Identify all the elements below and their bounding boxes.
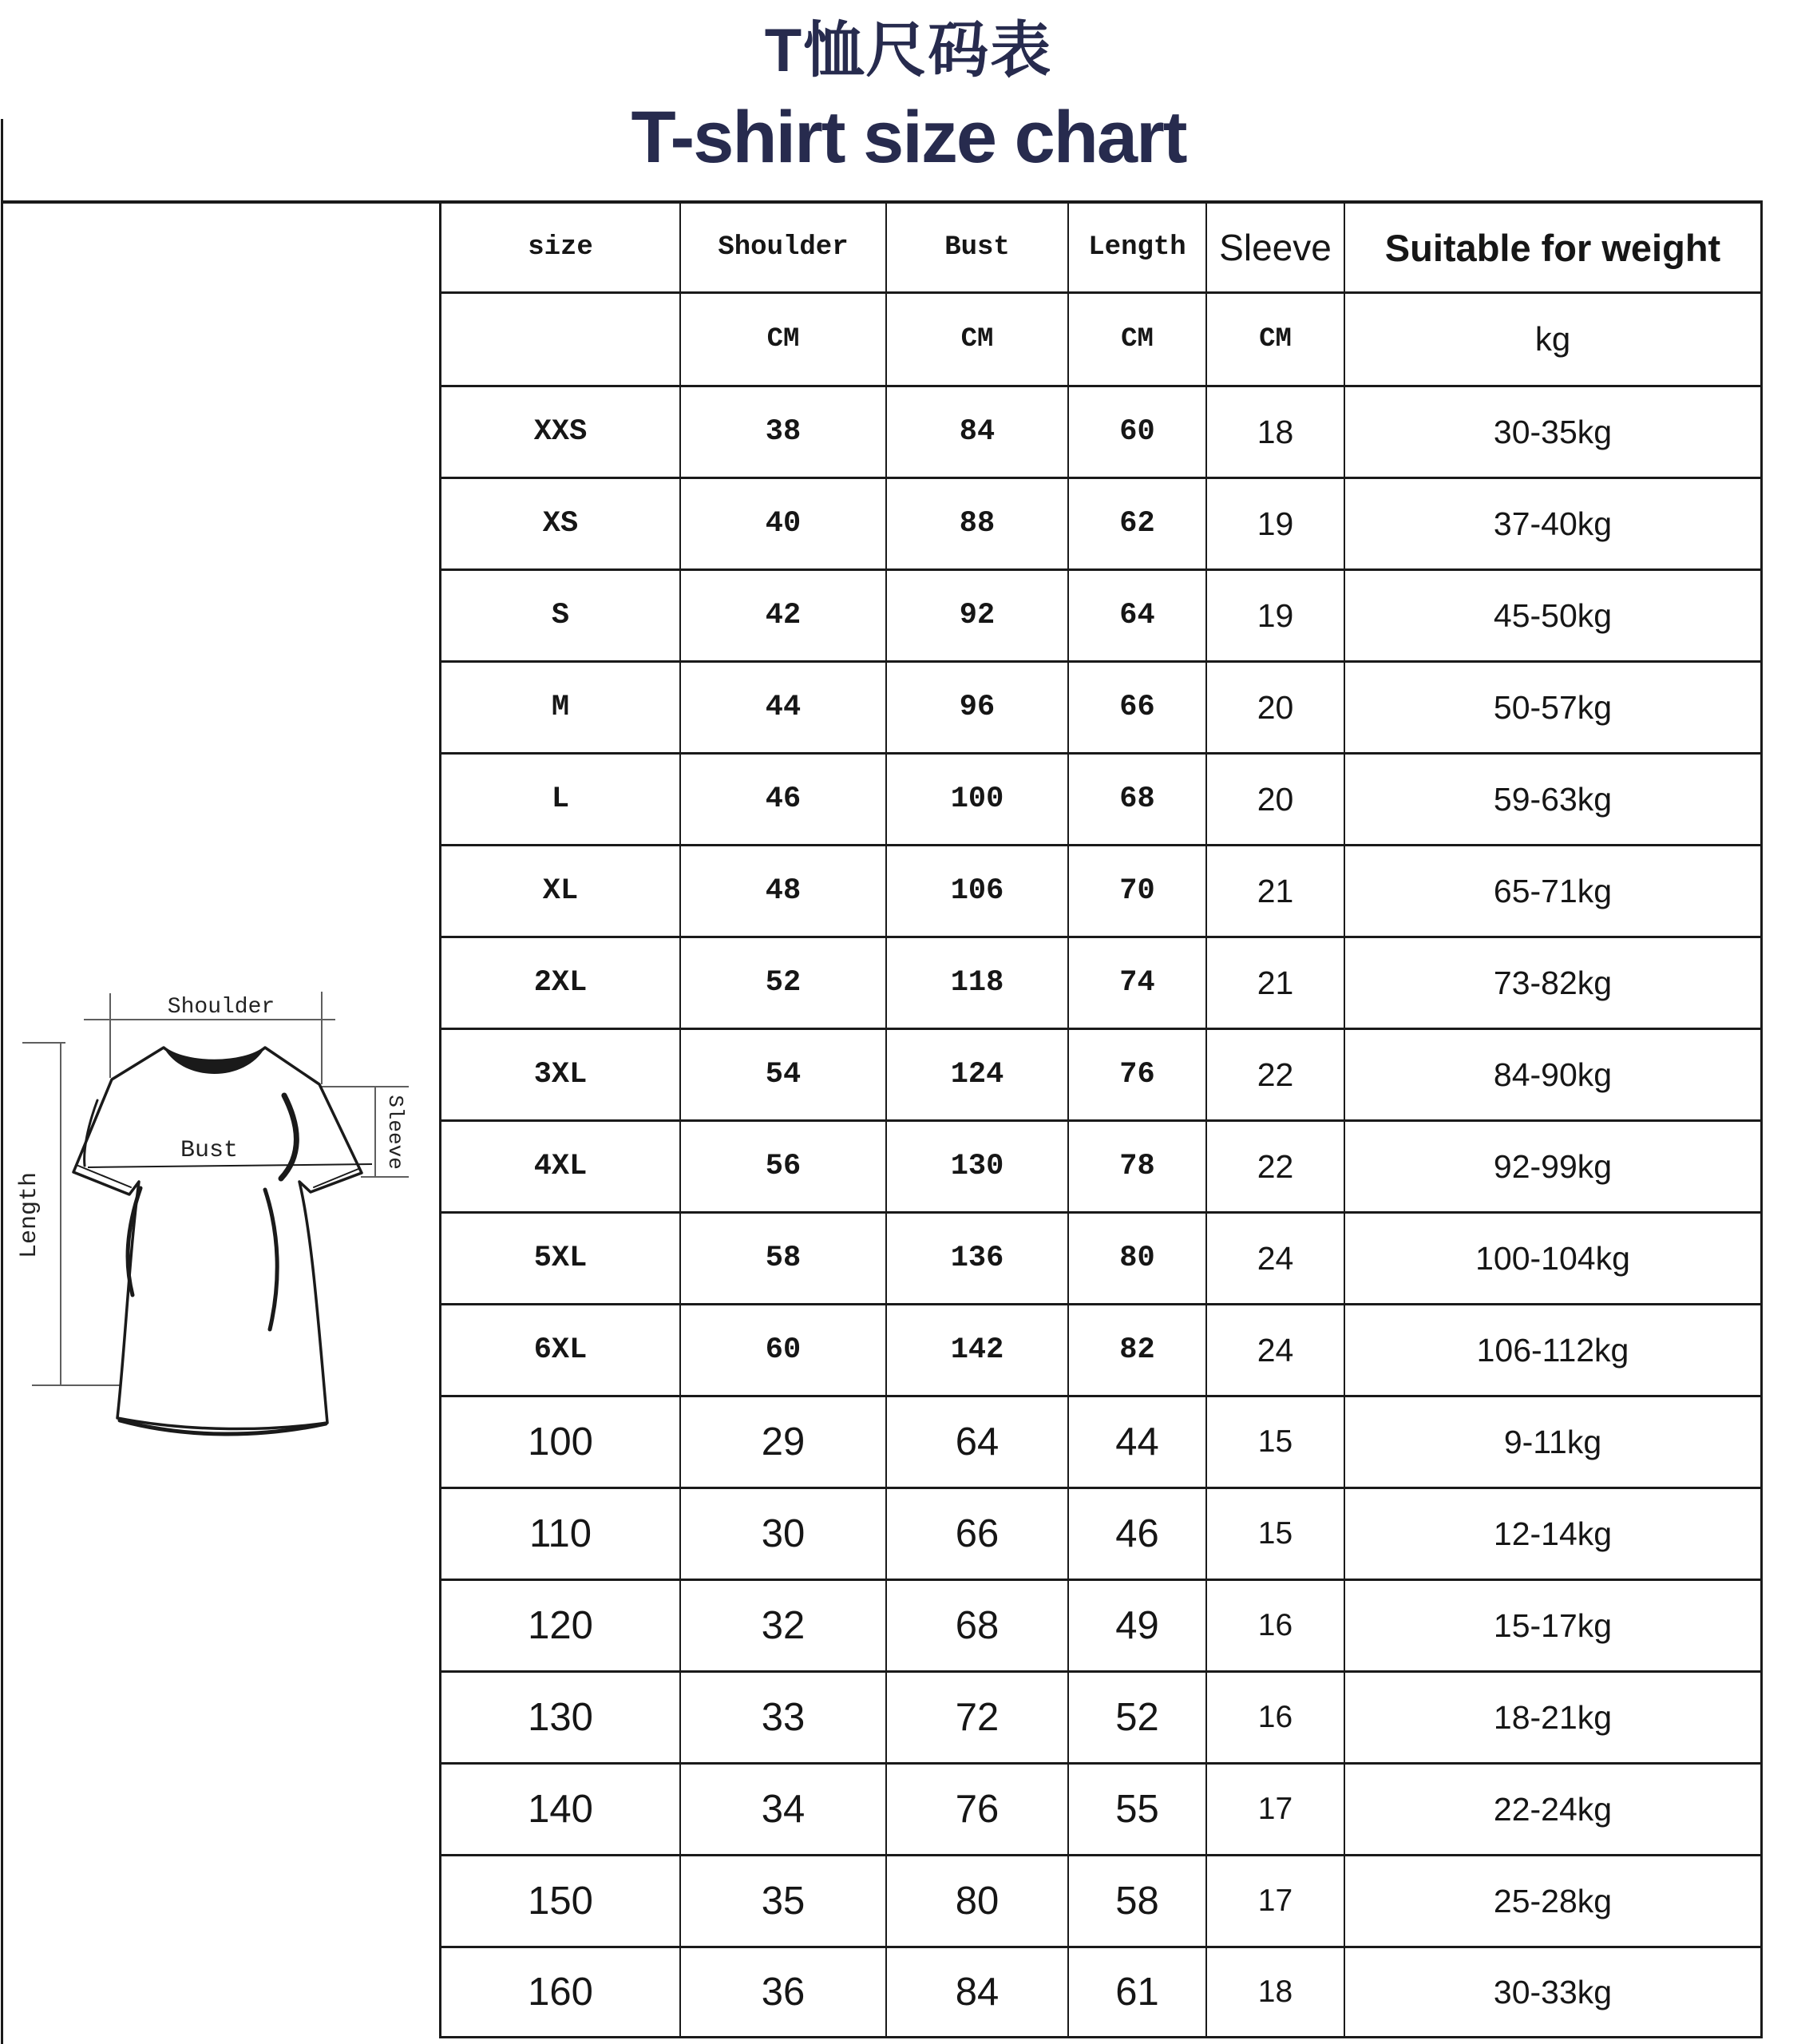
table-row xyxy=(441,938,1760,1030)
title-english: T-shirt size chart xyxy=(631,97,1186,178)
cell-weight: 45-50kg xyxy=(1493,596,1613,634)
table-body xyxy=(441,387,1760,2036)
length-label: Length xyxy=(16,1171,43,1259)
cell-size: 160 xyxy=(441,1948,681,2036)
header-cell-bust: Bust xyxy=(887,204,1069,291)
table-row xyxy=(441,1856,1760,1948)
cell-bust: 124 xyxy=(887,1030,1069,1119)
cell-shoulder: 29 xyxy=(681,1397,887,1487)
cell-length: 60 xyxy=(1069,387,1207,477)
table-row xyxy=(441,1305,1760,1397)
cell-length: 46 xyxy=(1069,1489,1207,1579)
cell-length: 74 xyxy=(1069,938,1207,1028)
cell-bust: 100 xyxy=(887,755,1069,844)
cell-bust: 88 xyxy=(887,479,1069,568)
table-row xyxy=(441,1397,1760,1489)
cell-bust: 76 xyxy=(887,1765,1069,1854)
cell-length: 58 xyxy=(1069,1856,1207,1946)
cell-weight: 65-71kg xyxy=(1493,872,1613,909)
table-row xyxy=(441,755,1760,846)
cell-shoulder: 44 xyxy=(681,663,887,752)
cell-shoulder: 36 xyxy=(681,1948,887,2036)
cell-shoulder: 32 xyxy=(681,1581,887,1670)
table-row xyxy=(441,1030,1760,1122)
cell-bust: 84 xyxy=(887,387,1069,477)
cell-size: 110 xyxy=(441,1489,681,1579)
cell-size: XL xyxy=(441,846,681,936)
table-row xyxy=(441,387,1760,479)
cell-size: M xyxy=(441,663,681,752)
cell-sleeve: 24 xyxy=(1207,1305,1345,1395)
cell-bust: 92 xyxy=(887,571,1069,660)
header-cell-length: Length xyxy=(1069,204,1207,291)
cell-length: 68 xyxy=(1069,755,1207,844)
cell-shoulder: 60 xyxy=(681,1305,887,1395)
cell-sleeve: 21 xyxy=(1207,846,1345,936)
bust-label: Bust xyxy=(180,1137,239,1164)
cell-weight: 106-112kg xyxy=(1476,1331,1629,1369)
cell-weight: 73-82kg xyxy=(1493,964,1613,1001)
cell-length: 78 xyxy=(1069,1122,1207,1211)
cell-bust: 84 xyxy=(887,1948,1069,2036)
cell-shoulder: 56 xyxy=(681,1122,887,1211)
cell-length: 55 xyxy=(1069,1765,1207,1854)
cell-size: S xyxy=(441,571,681,660)
cell-shoulder: 35 xyxy=(681,1856,887,1946)
table-row xyxy=(441,663,1760,755)
cell-size: XS xyxy=(441,479,681,568)
unit-cell-4: CM xyxy=(1207,294,1345,385)
table-units-row xyxy=(441,294,1760,387)
header-cell-size: size xyxy=(441,204,681,291)
table-row xyxy=(441,571,1760,663)
unit-cell-0 xyxy=(441,294,681,385)
cell-sleeve: 22 xyxy=(1207,1030,1345,1119)
cell-shoulder: 33 xyxy=(681,1673,887,1762)
cell-length: 66 xyxy=(1069,663,1207,752)
cell-weight: 30-35kg xyxy=(1493,413,1613,450)
table-row xyxy=(441,1948,1760,2036)
cell-sleeve: 18 xyxy=(1207,387,1345,477)
cell-sleeve: 17 xyxy=(1207,1765,1345,1854)
cell-bust: 64 xyxy=(887,1397,1069,1487)
table-row xyxy=(441,1214,1760,1305)
table-row xyxy=(441,1581,1760,1673)
cell-sleeve: 19 xyxy=(1207,571,1345,660)
cell-bust: 66 xyxy=(887,1489,1069,1579)
unit-cell-5: kg xyxy=(1534,320,1571,358)
cell-weight: 100-104kg xyxy=(1475,1239,1630,1277)
cell-bust: 68 xyxy=(887,1581,1069,1670)
cell-bust: 142 xyxy=(887,1305,1069,1395)
cell-weight: 37-40kg xyxy=(1493,505,1613,542)
cell-shoulder: 58 xyxy=(681,1214,887,1303)
cell-length: 80 xyxy=(1069,1214,1207,1303)
cell-size: 2XL xyxy=(441,938,681,1028)
cell-sleeve: 22 xyxy=(1207,1122,1345,1211)
cell-size: 100 xyxy=(441,1397,681,1487)
cell-size: 130 xyxy=(441,1673,681,1762)
cell-length: 49 xyxy=(1069,1581,1207,1670)
header-cell-sleeve: Sleeve xyxy=(1207,204,1345,291)
cell-shoulder: 52 xyxy=(681,938,887,1028)
cell-size: L xyxy=(441,755,681,844)
cell-length: 82 xyxy=(1069,1305,1207,1395)
cell-shoulder: 40 xyxy=(681,479,887,568)
cell-length: 70 xyxy=(1069,846,1207,936)
shoulder-label: Shoulder xyxy=(167,995,275,1020)
cell-sleeve: 21 xyxy=(1207,938,1345,1028)
cell-length: 44 xyxy=(1069,1397,1207,1487)
cell-sleeve: 19 xyxy=(1207,479,1345,568)
cell-bust: 136 xyxy=(887,1214,1069,1303)
cell-weight: 59-63kg xyxy=(1493,780,1613,818)
cell-sleeve: 17 xyxy=(1207,1856,1345,1946)
cell-weight: 18-21kg xyxy=(1493,1698,1613,1736)
cell-size: XXS xyxy=(441,387,681,477)
cell-size: 6XL xyxy=(441,1305,681,1395)
table-row xyxy=(441,1765,1760,1856)
unit-cell-3: CM xyxy=(1069,294,1207,385)
cell-sleeve: 24 xyxy=(1207,1214,1345,1303)
cell-bust: 106 xyxy=(887,846,1069,936)
title-chinese: T恤尺码表 xyxy=(764,17,1053,85)
cell-weight: 12-14kg xyxy=(1493,1515,1613,1552)
table-row xyxy=(441,479,1760,571)
cell-sleeve: 15 xyxy=(1207,1489,1345,1579)
cell-weight: 30-33kg xyxy=(1493,1973,1613,2010)
cell-length: 64 xyxy=(1069,571,1207,660)
unit-cell-1: CM xyxy=(681,294,887,385)
cell-sleeve: 16 xyxy=(1207,1581,1345,1670)
cell-weight: 15-17kg xyxy=(1493,1606,1613,1644)
cell-sleeve: 15 xyxy=(1207,1397,1345,1487)
cell-bust: 96 xyxy=(887,663,1069,752)
cell-weight: 50-57kg xyxy=(1493,688,1613,726)
cell-weight: 92-99kg xyxy=(1493,1147,1613,1185)
cell-length: 62 xyxy=(1069,479,1207,568)
table-row xyxy=(441,1489,1760,1581)
cell-size: 3XL xyxy=(441,1030,681,1119)
cell-length: 76 xyxy=(1069,1030,1207,1119)
header-cell-shoulder: Shoulder xyxy=(681,204,887,291)
cell-bust: 80 xyxy=(887,1856,1069,1946)
sleeve-label: Sleeve xyxy=(383,1095,407,1170)
cell-shoulder: 46 xyxy=(681,755,887,844)
cell-bust: 118 xyxy=(887,938,1069,1028)
table-header-row xyxy=(441,204,1760,294)
cell-size: 120 xyxy=(441,1581,681,1670)
cell-size: 140 xyxy=(441,1765,681,1854)
cell-length: 61 xyxy=(1069,1948,1207,2036)
header-cell-suitable-for-weight: Suitable for weight xyxy=(1384,226,1721,269)
table-row xyxy=(441,1122,1760,1214)
cell-weight: 84-90kg xyxy=(1493,1056,1613,1093)
tshirt-drawing xyxy=(73,1048,372,1434)
cell-shoulder: 34 xyxy=(681,1765,887,1854)
cell-sleeve: 20 xyxy=(1207,663,1345,752)
cell-shoulder: 30 xyxy=(681,1489,887,1579)
table-row xyxy=(441,846,1760,938)
cell-length: 52 xyxy=(1069,1673,1207,1762)
cell-size: 4XL xyxy=(441,1122,681,1211)
cell-sleeve: 16 xyxy=(1207,1673,1345,1762)
unit-cell-2: CM xyxy=(887,294,1069,385)
cell-size: 150 xyxy=(441,1856,681,1946)
cell-weight: 25-28kg xyxy=(1493,1882,1613,1919)
tshirt-measurement-diagram xyxy=(0,982,415,1477)
cell-shoulder: 54 xyxy=(681,1030,887,1119)
cell-sleeve: 18 xyxy=(1207,1948,1345,2036)
cell-shoulder: 38 xyxy=(681,387,887,477)
cell-weight: 22-24kg xyxy=(1493,1790,1613,1828)
cell-size: 5XL xyxy=(441,1214,681,1303)
cell-bust: 130 xyxy=(887,1122,1069,1211)
cell-weight: 9-11kg xyxy=(1503,1423,1602,1460)
cell-bust: 72 xyxy=(887,1673,1069,1762)
table-row xyxy=(441,1673,1760,1765)
size-table xyxy=(439,204,1763,2038)
cell-sleeve: 20 xyxy=(1207,755,1345,844)
cell-shoulder: 42 xyxy=(681,571,887,660)
cell-shoulder: 48 xyxy=(681,846,887,936)
